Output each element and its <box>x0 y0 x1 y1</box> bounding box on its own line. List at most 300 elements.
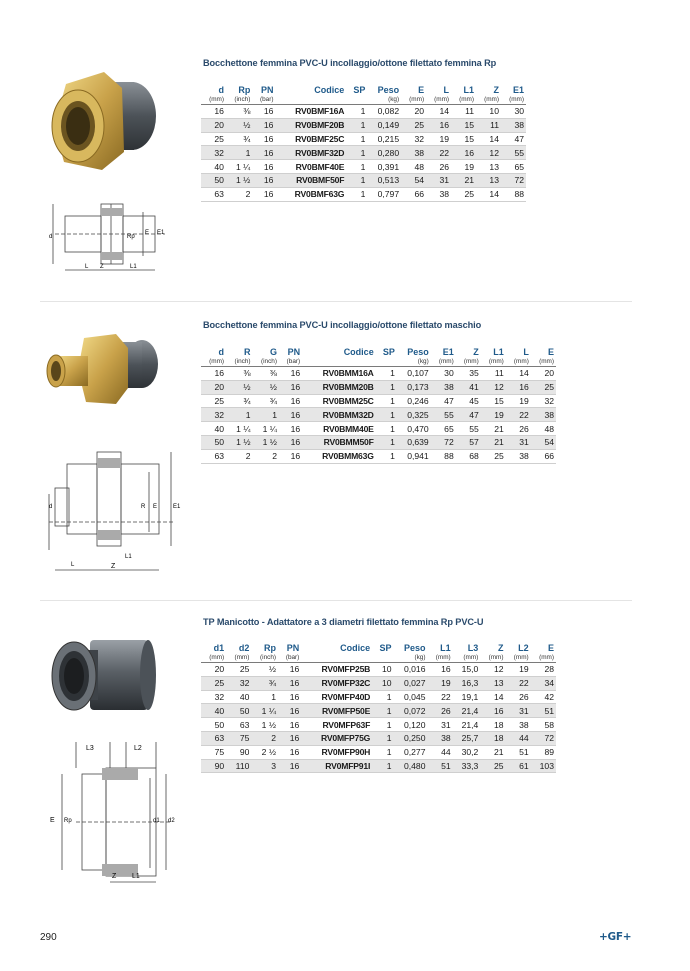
drawing-label-e: E <box>50 817 55 824</box>
column-header: d2 <box>238 642 250 653</box>
column-header: Z <box>473 346 479 357</box>
table-cell: 50 <box>201 718 226 732</box>
table-cell: 13 <box>480 676 505 690</box>
column-header: E <box>418 84 425 95</box>
table-cell: 89 <box>531 745 556 759</box>
table-cell: 16 <box>252 187 275 201</box>
table-cell: 31 <box>428 718 453 732</box>
column-unit: (inch) <box>226 95 252 105</box>
table-cell: 1 ½ <box>226 173 252 187</box>
section-2-technical-drawing <box>45 442 185 576</box>
table-cell: 38 <box>506 718 531 732</box>
table-cell: 66 <box>531 449 556 463</box>
table-cell: 16 <box>278 676 301 690</box>
table-cell: 31 <box>506 435 531 449</box>
table-cell: 61 <box>506 759 531 773</box>
table-cell: 25 <box>201 132 226 146</box>
table-cell: 0,082 <box>367 105 401 119</box>
column-unit: (bar) <box>278 653 301 663</box>
gf-logo: +GF+ <box>599 931 632 943</box>
product-code: RV0BMF20B <box>275 118 346 132</box>
drawing-label-e: E <box>145 230 150 236</box>
table-cell: 38 <box>501 118 526 132</box>
column-header: Codice <box>340 642 371 653</box>
table-cell: 55 <box>456 422 481 436</box>
table-cell: 72 <box>501 173 526 187</box>
product-code: RV0BMF40E <box>275 160 346 174</box>
table-cell: 0,391 <box>367 160 401 174</box>
table-cell: 2 <box>226 187 252 201</box>
table-cell: 103 <box>531 759 556 773</box>
column-header: L3 <box>467 642 479 653</box>
column-unit: (kg) <box>397 357 431 367</box>
table-cell: 0,277 <box>394 745 428 759</box>
table-cell: 16 <box>279 408 302 422</box>
table-cell: 16 <box>252 118 275 132</box>
table-cell: 51 <box>531 704 556 718</box>
table-cell: 1 <box>226 146 252 160</box>
table-cell: 65 <box>431 422 456 436</box>
table-cell: 25 <box>480 759 505 773</box>
column-header: E <box>547 642 554 653</box>
column-unit: (mm) <box>201 95 226 105</box>
drawing-label-z: Z <box>112 873 117 880</box>
table-cell: 41 <box>456 380 481 394</box>
table-cell: 21 <box>481 422 506 436</box>
column-unit: (kg) <box>367 95 401 105</box>
column-header: SP <box>353 84 366 95</box>
table-cell: ⅜ <box>226 367 252 381</box>
table-cell: 1 ¼ <box>226 160 252 174</box>
drawing-label-l1: L1 <box>130 264 137 270</box>
column-unit: (mm) <box>480 653 505 663</box>
table-cell: 45 <box>456 394 481 408</box>
table-cell: 40 <box>201 160 226 174</box>
table-cell: ¾ <box>226 394 252 408</box>
table-cell: 110 <box>226 759 251 773</box>
table-cell: 15,0 <box>453 663 481 677</box>
table-row <box>201 394 556 408</box>
product-code: RV0MFP91I <box>301 759 372 773</box>
table-row <box>201 380 556 394</box>
table-cell: 0,280 <box>367 146 401 160</box>
table-cell: 44 <box>506 731 531 745</box>
table-cell: 14 <box>480 690 505 704</box>
table-cell: 1 <box>372 731 393 745</box>
column-header: d <box>218 346 225 357</box>
table-row <box>201 187 526 201</box>
table-cell: 16 <box>279 449 302 463</box>
table-row <box>201 367 556 381</box>
table-cell: ½ <box>226 118 252 132</box>
table-cell: ½ <box>253 380 279 394</box>
drawing-label-l2: L2 <box>134 745 142 752</box>
product-code: RV0BMM32D <box>302 408 376 422</box>
column-header: SP <box>382 346 395 357</box>
table-row <box>201 718 556 732</box>
column-unit: (mm) <box>201 653 226 663</box>
table-cell: 21,4 <box>453 718 481 732</box>
table-cell: ⅜ <box>253 367 279 381</box>
section-1-title: Bocchettone femmina PVC-U incollaggio/ottone filettato femmina Rp <box>203 58 497 68</box>
table-cell: 11 <box>481 367 506 381</box>
table-cell: 19 <box>506 663 531 677</box>
table-cell: 51 <box>428 759 453 773</box>
table-cell: 13 <box>476 173 501 187</box>
table-cell: 16 <box>279 435 302 449</box>
table-cell: 65 <box>501 160 526 174</box>
table-header-row <box>201 84 526 95</box>
column-header: Z <box>493 84 499 95</box>
table-cell: 75 <box>201 745 226 759</box>
table-cell: 1 <box>346 118 367 132</box>
table-cell: 38 <box>506 449 531 463</box>
product-code: RV0BMF16A <box>275 105 346 119</box>
drawing-label-e1: E1 <box>157 230 165 236</box>
column-header: Codice <box>343 346 374 357</box>
product-code: RV0MFP50E <box>301 704 372 718</box>
table-cell: 11 <box>451 105 476 119</box>
column-unit: (mm) <box>426 95 451 105</box>
table-cell: 22 <box>506 408 531 422</box>
column-header: G <box>269 346 277 357</box>
drawing-label-l1: L1 <box>132 873 140 880</box>
column-unit <box>302 357 376 367</box>
table-cell: ¾ <box>226 132 252 146</box>
table-cell: 88 <box>501 187 526 201</box>
table-cell: 1 <box>346 146 367 160</box>
section-1-technical-drawing <box>45 194 170 276</box>
table-cell: 1 ¼ <box>251 704 278 718</box>
table-cell: 1 <box>226 408 252 422</box>
table-cell: 16 <box>451 146 476 160</box>
pvc-adapter-photo <box>44 626 166 726</box>
product-code: RV0MFP90H <box>301 745 372 759</box>
table-cell: 21 <box>481 435 506 449</box>
table-cell: 15 <box>451 132 476 146</box>
table-row <box>201 146 526 160</box>
column-header: L1 <box>440 642 451 653</box>
table-cell: 90 <box>226 745 251 759</box>
table-cell: 63 <box>201 731 226 745</box>
product-code: RV0MFP32C <box>301 676 372 690</box>
table-cell: 1 ½ <box>226 435 252 449</box>
table-cell: 16 <box>428 663 453 677</box>
product-code: RV0BMM16A <box>302 367 376 381</box>
column-unit: (bar) <box>279 357 302 367</box>
table-cell: 20 <box>401 105 426 119</box>
drawing-label-l3: L3 <box>86 745 94 752</box>
table-cell: 18 <box>480 731 505 745</box>
column-header: E1 <box>512 84 524 95</box>
column-header: R <box>244 346 251 357</box>
column-unit: (mm) <box>456 357 481 367</box>
column-header: PN <box>260 84 274 95</box>
table-cell: 1 ¼ <box>253 422 279 436</box>
table-cell: 25 <box>401 118 426 132</box>
table-cell: 18 <box>480 718 505 732</box>
table-cell: 40 <box>201 422 226 436</box>
column-unit <box>275 95 346 105</box>
drawing-label-e: E <box>153 504 158 510</box>
table-cell: 66 <box>401 187 426 201</box>
table-cell: 16 <box>278 745 301 759</box>
column-unit: (mm) <box>431 357 456 367</box>
table-cell: 34 <box>531 676 556 690</box>
column-header: L <box>523 346 529 357</box>
table-cell: 16 <box>278 759 301 773</box>
table-cell: 25 <box>481 449 506 463</box>
column-unit <box>372 653 393 663</box>
table-cell: ½ <box>226 380 252 394</box>
table-cell: 10 <box>372 663 393 677</box>
table-cell: 75 <box>226 731 251 745</box>
table-cell: 0,045 <box>394 690 428 704</box>
table-cell: 1 <box>372 690 393 704</box>
column-unit: (mm) <box>428 653 453 663</box>
column-header: L2 <box>518 642 529 653</box>
table-cell: 16 <box>278 663 301 677</box>
table-cell: 16 <box>278 718 301 732</box>
column-header: L <box>443 84 450 95</box>
section-3-technical-drawing <box>42 738 182 888</box>
table-cell: 19 <box>428 676 453 690</box>
column-header: E <box>547 346 554 357</box>
table-cell: 30,2 <box>453 745 481 759</box>
table-cell: 47 <box>501 132 526 146</box>
table-row <box>201 160 526 174</box>
table-cell: 1 <box>372 759 393 773</box>
table-cell: 16 <box>278 690 301 704</box>
table-cell: 16 <box>506 380 531 394</box>
product-code: RV0BMF63G <box>275 187 346 201</box>
table-cell: 1 <box>346 105 367 119</box>
table-cell: 16 <box>426 118 451 132</box>
product-code: RV0MFP63F <box>301 718 372 732</box>
table-row <box>201 118 526 132</box>
table-cell: 1 <box>376 435 397 449</box>
table-cell: 0,016 <box>394 663 428 677</box>
table-cell: 38 <box>431 380 456 394</box>
table-cell: 0,149 <box>367 118 401 132</box>
table-cell: 32 <box>226 676 251 690</box>
product-code: RV0BMF32D <box>275 146 346 160</box>
table-cell: 2 ½ <box>251 745 278 759</box>
table-cell: 16 <box>480 704 505 718</box>
section-divider <box>40 301 632 302</box>
column-unit: (inch) <box>253 357 279 367</box>
table-cell: 32 <box>531 394 556 408</box>
table-row <box>201 663 556 677</box>
spec-table-2 <box>201 346 556 464</box>
table-cell: 33,3 <box>453 759 481 773</box>
table-row <box>201 704 556 718</box>
drawing-label-rp: Rp <box>127 234 135 240</box>
table-cell: 1 <box>253 408 279 422</box>
table-cell: 26 <box>426 160 451 174</box>
table-cell: ¾ <box>253 394 279 408</box>
drawing-label-e1: E1 <box>173 504 181 510</box>
column-unit: (mm) <box>531 357 556 367</box>
column-unit <box>346 95 367 105</box>
table-cell: 72 <box>431 435 456 449</box>
table-units-row <box>201 357 556 367</box>
column-header: Codice <box>314 84 345 95</box>
column-header: PN <box>287 346 301 357</box>
table-row <box>201 690 556 704</box>
table-cell: 0,250 <box>394 731 428 745</box>
table-cell: 1 <box>372 704 393 718</box>
column-unit: (kg) <box>394 653 428 663</box>
column-header: Z <box>498 642 504 653</box>
table-cell: 1 <box>376 408 397 422</box>
column-unit: (mm) <box>453 653 481 663</box>
table-units-row <box>201 653 556 663</box>
table-cell: 25 <box>531 380 556 394</box>
table-cell: 16,3 <box>453 676 481 690</box>
table-cell: 16 <box>278 704 301 718</box>
table-cell: 0,027 <box>394 676 428 690</box>
table-cell: 16 <box>279 422 302 436</box>
table-cell: 40 <box>201 704 226 718</box>
table-cell: 54 <box>531 435 556 449</box>
table-cell: 1 <box>376 449 397 463</box>
table-cell: 22 <box>426 146 451 160</box>
column-header: Peso <box>403 642 426 653</box>
table-cell: 16 <box>201 105 226 119</box>
table-cell: 32 <box>201 690 226 704</box>
column-unit: (mm) <box>476 95 501 105</box>
table-row <box>201 422 556 436</box>
product-code: RV0BMM40E <box>302 422 376 436</box>
table-cell: 16 <box>279 380 302 394</box>
table-cell: 32 <box>201 408 226 422</box>
table-cell: 0,639 <box>397 435 431 449</box>
table-cell: 1 ¼ <box>226 422 252 436</box>
table-cell: 14 <box>426 105 451 119</box>
table-cell: 0,120 <box>394 718 428 732</box>
table-row <box>201 731 556 745</box>
table-row <box>201 408 556 422</box>
table-cell: 50 <box>226 704 251 718</box>
table-cell: 25 <box>451 187 476 201</box>
table-cell: 2 <box>253 449 279 463</box>
table-cell: 25 <box>201 676 226 690</box>
column-header: Peso <box>407 346 429 357</box>
column-header: Rp <box>264 642 276 653</box>
column-unit: (mm) <box>201 357 226 367</box>
table-cell: 51 <box>506 745 531 759</box>
table-cell: 16 <box>252 173 275 187</box>
table-cell: ½ <box>251 663 278 677</box>
table-cell: 0,797 <box>367 187 401 201</box>
table-cell: 1 <box>372 745 393 759</box>
product-code: RV0MFP40D <box>301 690 372 704</box>
table-cell: 16 <box>278 731 301 745</box>
table-cell: 0,072 <box>394 704 428 718</box>
table-cell: 16 <box>252 105 275 119</box>
table-cell: 13 <box>476 160 501 174</box>
table-cell: 32 <box>201 146 226 160</box>
table-cell: 21 <box>480 745 505 759</box>
table-cell: 25 <box>226 663 251 677</box>
table-row <box>201 132 526 146</box>
table-cell: 14 <box>476 132 501 146</box>
table-cell: 1 <box>251 690 278 704</box>
column-header: SP <box>379 642 392 653</box>
table-cell: 22 <box>506 676 531 690</box>
table-cell: 22 <box>428 690 453 704</box>
table-header-row <box>201 642 556 653</box>
table-cell: 50 <box>201 435 226 449</box>
product-code: RV0BMM63G <box>302 449 376 463</box>
table-row <box>201 105 526 119</box>
table-cell: 38 <box>401 146 426 160</box>
table-cell: 42 <box>531 690 556 704</box>
table-cell: 28 <box>531 663 556 677</box>
column-unit: (mm) <box>226 653 251 663</box>
brass-union-male-photo <box>44 330 166 412</box>
table-cell: 25 <box>201 394 226 408</box>
column-unit: (bar) <box>252 95 275 105</box>
column-header: L1 <box>493 346 504 357</box>
table-cell: 1 <box>346 173 367 187</box>
column-header: Rp <box>238 84 251 95</box>
table-cell: 19 <box>426 132 451 146</box>
table-cell: 16 <box>252 160 275 174</box>
table-cell: 90 <box>201 759 226 773</box>
table-cell: 38 <box>426 187 451 201</box>
table-cell: 15 <box>481 394 506 408</box>
product-code: RV0BMF50F <box>275 173 346 187</box>
table-cell: 48 <box>401 160 426 174</box>
section-3-title: TP Manicotto - Adattatore a 3 diametri filettato femmina Rp PVC-U <box>203 617 484 627</box>
table-cell: 30 <box>431 367 456 381</box>
table-units-row <box>201 95 526 105</box>
table-cell: 48 <box>531 422 556 436</box>
table-cell: 1 <box>346 187 367 201</box>
column-header: d1 <box>213 642 225 653</box>
table-cell: 38 <box>428 731 453 745</box>
table-cell: 68 <box>456 449 481 463</box>
column-unit: (mm) <box>531 653 556 663</box>
table-cell: 10 <box>476 105 501 119</box>
table-cell: 63 <box>201 449 226 463</box>
drawing-label-l: L <box>85 264 89 270</box>
drawing-label-l: L <box>71 562 75 568</box>
column-unit: (mm) <box>506 357 531 367</box>
table-cell: 47 <box>456 408 481 422</box>
table-cell: 20 <box>531 367 556 381</box>
table-cell: 55 <box>431 408 456 422</box>
product-code: RV0BMM50F <box>302 435 376 449</box>
table-cell: 0,480 <box>394 759 428 773</box>
table-cell: 2 <box>226 449 252 463</box>
table-cell: 12 <box>476 146 501 160</box>
spec-table-3 <box>201 642 556 773</box>
table-cell: 1 ½ <box>253 435 279 449</box>
column-unit: (inch) <box>251 653 278 663</box>
table-cell: 30 <box>501 105 526 119</box>
table-cell: 50 <box>201 173 226 187</box>
table-cell: 1 <box>376 394 397 408</box>
product-code: RV0BMM25C <box>302 394 376 408</box>
table-cell: 25,7 <box>453 731 481 745</box>
table-cell: ¾ <box>251 676 278 690</box>
column-unit: (inch) <box>226 357 252 367</box>
brass-union-female-photo <box>44 66 166 178</box>
table-cell: 20 <box>201 380 226 394</box>
